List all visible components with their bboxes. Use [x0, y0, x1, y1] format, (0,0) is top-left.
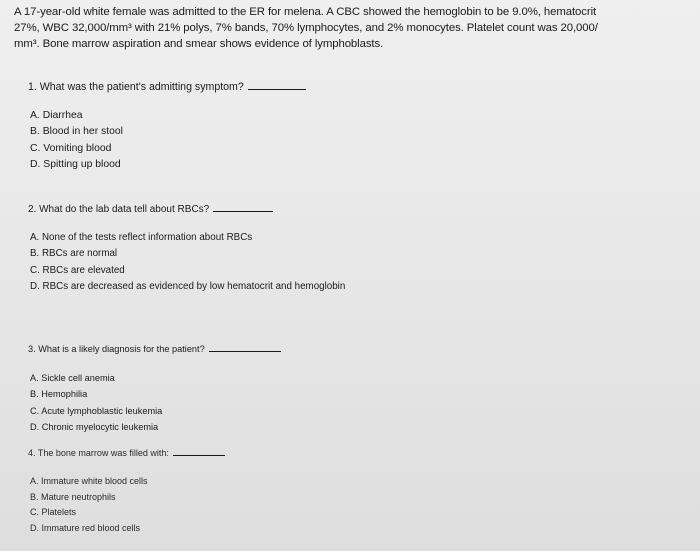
case-line: mm³. Bone marrow aspiration and smear shows evidence of lymphoblasts. — [14, 38, 384, 50]
option-b: B. Mature neutrophils — [30, 491, 116, 502]
option-c: C. RBCs are elevated — [30, 264, 125, 276]
option-b: B. Blood in her stool — [30, 126, 123, 138]
question-2-options — [30, 230, 345, 295]
option-b: B. Hemophilia — [30, 389, 88, 400]
option-d: D. Immature red blood cells — [30, 522, 141, 533]
case-description — [14, 4, 694, 52]
answer-blank — [173, 446, 225, 456]
question-4-options — [30, 474, 148, 536]
case-line: A 17-year-old white female was admitted to the ER for melena. A CBC showed the hemoglobin to be 9.0%, hematocrit — [14, 6, 597, 18]
question-2 — [28, 202, 273, 215]
option-d: D. Chronic myelocytic leukemia — [30, 421, 159, 432]
question-3-options — [30, 370, 162, 435]
question-3 — [28, 342, 281, 354]
answer-blank — [248, 80, 306, 90]
option-a: A. None of the tests reflect information about RBCs — [30, 232, 253, 243]
option-b: B. RBCs are normal — [30, 248, 118, 260]
option-d: D. RBCs are decreased as evidenced by low hematocrit and hemoglobin — [30, 280, 346, 292]
option-a: A. Sickle cell anemia — [30, 373, 115, 383]
question-1 — [28, 80, 306, 93]
question-4-prompt: 4. The bone marrow was filled with: — [28, 448, 169, 458]
answer-blank — [213, 202, 273, 212]
option-a: A. Diarrhea — [30, 110, 83, 121]
option-c: C. Acute lymphoblastic leukemia — [30, 405, 163, 416]
option-c: C. Platelets — [30, 507, 77, 517]
option-d: D. Spitting up blood — [30, 159, 121, 171]
question-1-prompt: 1. What was the patient's admitting symptom? — [28, 81, 244, 93]
case-line: 27%, WBC 32,000/mm³ with 21% polys, 7% bands, 70% lymphocytes, and 2% monocytes. Platelet count was 20,000/ — [14, 22, 598, 34]
question-1-options — [30, 108, 123, 174]
option-a: A. Immature white blood cells — [30, 476, 148, 486]
question-3-prompt: 3. What is a likely diagnosis for the patient? — [28, 344, 205, 354]
answer-blank — [209, 342, 281, 352]
question-2-prompt: 2. What do the lab data tell about RBCs? — [28, 204, 210, 215]
question-4 — [28, 446, 225, 458]
option-c: C. Vomiting blood — [30, 142, 112, 154]
